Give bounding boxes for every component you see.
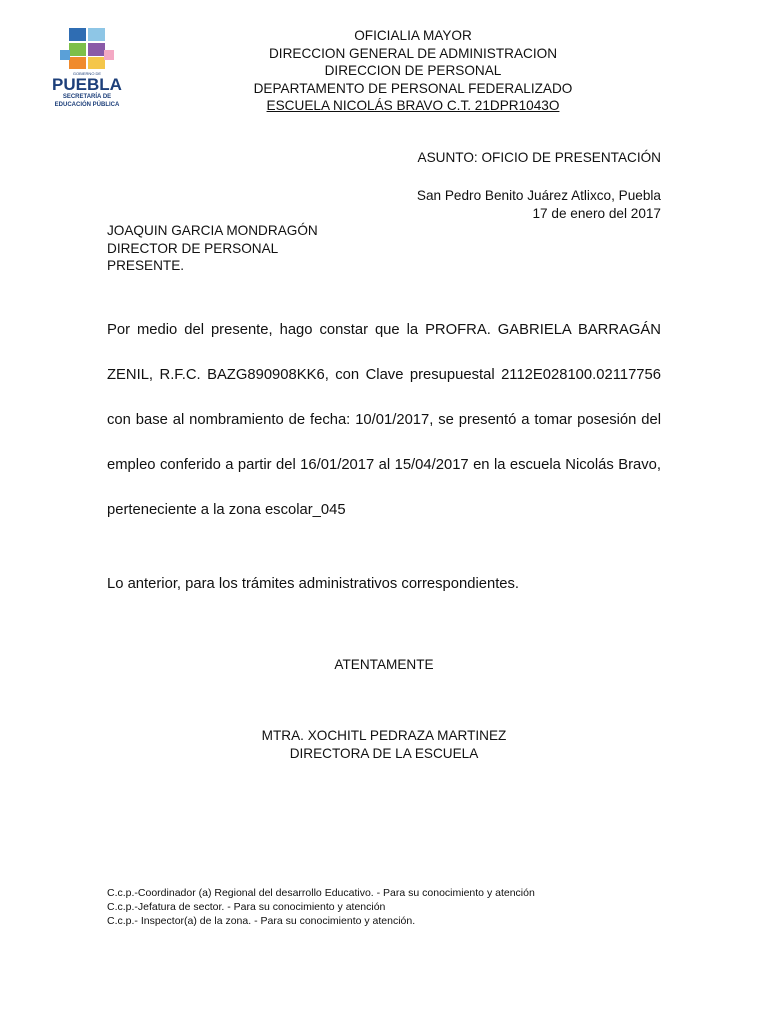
recipient-title: DIRECTOR DE PERSONAL: [107, 240, 279, 256]
header-line-oficialia: OFICIALIA MAYOR: [354, 28, 472, 43]
date-text: 17 de enero del 2017: [532, 205, 661, 221]
subject-line: ASUNTO: OFICIO DE PRESENTACIÓN: [417, 150, 661, 165]
sep-puebla-emblem-icon: [48, 26, 140, 112]
sep-puebla-logo: [48, 26, 140, 112]
cc-line: C.c.p.-Coordinador (a) Regional del desarrollo Educativo. - Para su conocimiento y atención: [107, 887, 535, 899]
cc-line: C.c.p.-Jefatura de sector. - Para su conocimiento y atención: [107, 901, 386, 913]
letter-body: Por medio del presente, hago constar que la PROFRA. GABRIELA BARRAGÁN ZENIL, R.F.C. BAZG890908KK6, con Clave presupuestal 2112E028100.02117756 con base al nombramiento de fecha: 10/01/2017, se presentó a tomar posesión del empleo conferido a partir del 16/01/2017 al 15/04/2017 en la escuela Nicolás Bravo, perteneciente a la zona escolar_045: [107, 322, 661, 518]
carbon-copy-list: [107, 886, 535, 928]
signer-title: DIRECTORA DE LA ESCUELA: [289, 745, 479, 761]
place-date-block: [417, 187, 661, 222]
header-line-direccion-personal: DIRECCION DE PERSONAL: [324, 63, 502, 79]
recipient-name: JOAQUIN GARCIA MONDRAGÓN: [107, 223, 318, 238]
svg-text:SECRETARÍA DE: SECRETARÍA DE: [62, 94, 112, 100]
signature-block: [0, 727, 768, 762]
signer-name: MTRA. XOCHITL PEDRAZA MARTINEZ: [261, 728, 507, 743]
recipient-block: [107, 222, 318, 275]
letterhead: [230, 27, 596, 115]
svg-text:EDUCACIÓN PÚBLICA: EDUCACIÓN PÚBLICA: [54, 102, 120, 108]
place-text: San Pedro Benito Juárez Atlixco, Puebla: [416, 188, 661, 203]
valediction: ATENTAMENTE: [334, 657, 434, 672]
svg-text:PUEBLA: PUEBLA: [52, 75, 122, 94]
header-school-name: ESCUELA NICOLÁS BRAVO C.T. 21DPR1043O: [266, 98, 560, 114]
header-line-direccion-general: DIRECCION GENERAL DE ADMINISTRACION: [268, 45, 558, 61]
svg-text:GOBIERNO DE: GOBIERNO DE: [72, 71, 102, 76]
closing-paragraph: Lo anterior, para los trámites administrativos correspondientes.: [107, 576, 520, 592]
header-line-departamento: DEPARTAMENTO DE PERSONAL FEDERALIZADO: [253, 80, 573, 96]
recipient-greeting: PRESENTE.: [107, 258, 185, 274]
cc-line: C.c.p.- Inspector(a) de la zona. - Para su conocimiento y atención.: [107, 915, 416, 927]
